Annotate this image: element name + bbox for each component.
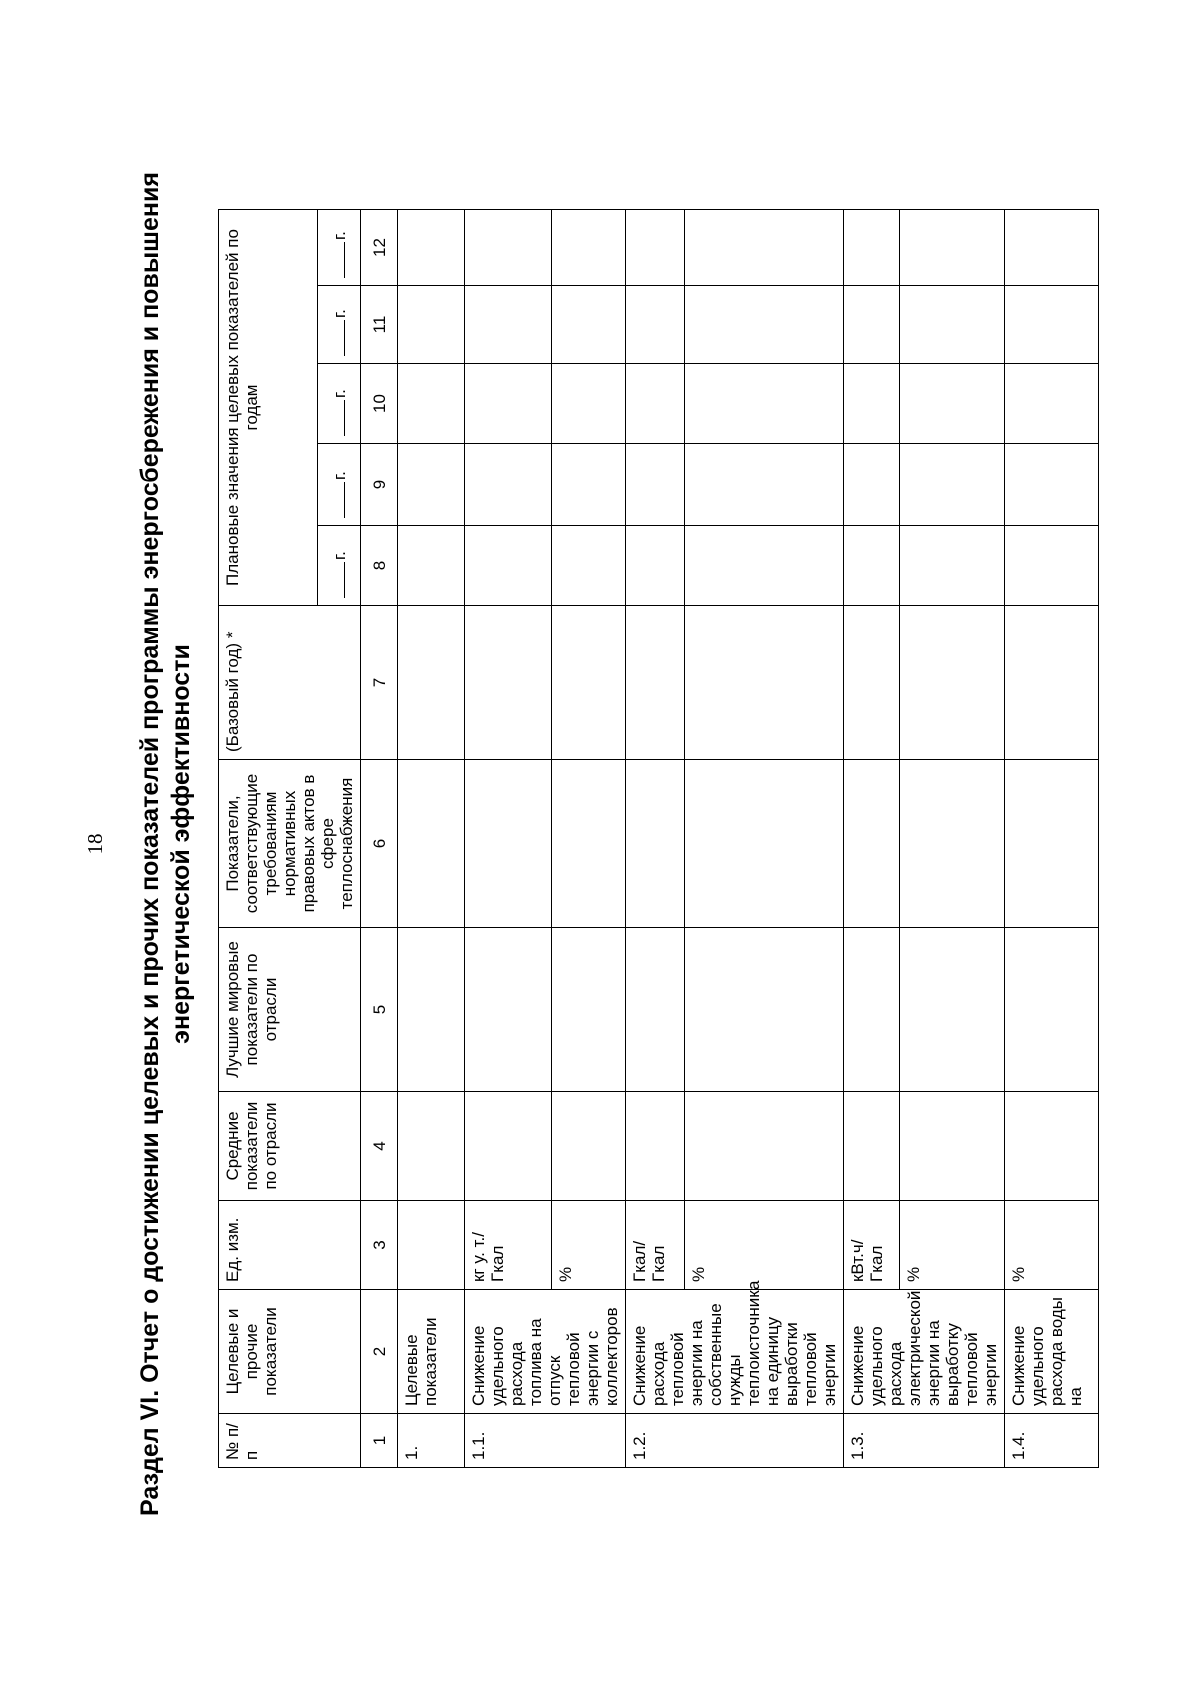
- header-indicators: Целевые и прочие показатели: [219, 1290, 361, 1414]
- row-unit: кВт.ч/Гкал: [844, 1201, 900, 1290]
- table-row: [684, 210, 843, 1468]
- header-planned: Плановые значения целевых показателей по годам: [219, 210, 318, 606]
- row-name: Снижение расхода тепловой энергии на собственные нужды теплоисточника на единицу выработки тепловой энергии: [626, 1290, 844, 1414]
- col-number: 2: [361, 1290, 398, 1414]
- table-row: [465, 210, 552, 1468]
- row-unit: %: [551, 1201, 625, 1290]
- header-normative: Показатели, соответствующие требованиям нормативных правовых актов в сфере теплоснабжения: [219, 760, 361, 928]
- section-title-line-2: энергетической эффективности: [167, 644, 195, 1044]
- year-suffix: г.: [329, 309, 349, 318]
- col-number: 11: [361, 286, 398, 364]
- table-row: [398, 210, 465, 1468]
- row-name: Снижение удельного расхода топлива на отпуск тепловой энергии с коллекторов: [465, 1290, 626, 1414]
- year-blank-line: [332, 400, 345, 436]
- table-row: [1005, 210, 1099, 1468]
- year-suffix: г.: [329, 231, 349, 240]
- col-number: 3: [361, 1201, 398, 1290]
- col-number: 7: [361, 606, 398, 760]
- year-cell: [318, 286, 361, 364]
- row-num: 1.2.: [626, 1414, 844, 1468]
- year-blank-line: [332, 562, 345, 598]
- col-number: 1: [361, 1414, 398, 1468]
- header-avg: Средние показатели по отрасли: [219, 1092, 361, 1201]
- row-unit: %: [1005, 1201, 1099, 1290]
- year-blank-line: [332, 320, 345, 356]
- page-number: 18: [83, 833, 107, 855]
- year-suffix: г.: [329, 471, 349, 480]
- col-number: 9: [361, 444, 398, 526]
- row-num: 1.: [398, 1414, 465, 1468]
- header-base-year: (Базовый год) *: [219, 606, 361, 760]
- year-cell: [318, 444, 361, 526]
- section-title: [135, 0, 197, 1688]
- year-cell: [318, 364, 361, 444]
- row-unit: %: [684, 1201, 843, 1290]
- row-unit: Гкал/Гкал: [626, 1201, 685, 1290]
- year-blank-line: [332, 482, 345, 518]
- header-row: [219, 210, 318, 1468]
- header-best: Лучшие мировые показатели по отрасли: [219, 928, 361, 1092]
- year-suffix: г.: [329, 389, 349, 398]
- year-blank-line: [332, 242, 345, 278]
- year-cell: [318, 210, 361, 286]
- section-title-line-1: Раздел VI. Отчет о достижении целевых и прочих показателей программы энергосбережения и повышения: [136, 172, 164, 1516]
- table-row: [844, 210, 900, 1468]
- col-number: 4: [361, 1092, 398, 1201]
- col-number: 8: [361, 526, 398, 606]
- row-name: Снижение удельного расхода электрической энергии на выработку тепловой энергии: [844, 1290, 1005, 1414]
- col-number: 6: [361, 760, 398, 928]
- row-num: 1.3.: [844, 1414, 1005, 1468]
- year-cell: [318, 526, 361, 606]
- table-row: [899, 210, 1004, 1468]
- col-number: 12: [361, 210, 398, 286]
- row-unit: кг у. т./Гкал: [465, 1201, 552, 1290]
- row-unit: %: [899, 1201, 1004, 1290]
- row-name: Снижение удельного расхода воды на: [1005, 1290, 1099, 1414]
- row-name: Целевые показатели: [398, 1290, 465, 1414]
- col-number: 5: [361, 928, 398, 1092]
- row-num: 1.1.: [465, 1414, 626, 1468]
- table-row: [626, 210, 685, 1468]
- year-suffix: г.: [329, 551, 349, 560]
- col-number: 10: [361, 364, 398, 444]
- column-numbers-row: [361, 210, 398, 1468]
- row-num: 1.4.: [1005, 1414, 1099, 1468]
- table-row: [551, 210, 625, 1468]
- header-unit: Ед. изм.: [219, 1201, 361, 1290]
- indicators-table: [218, 209, 1099, 1468]
- header-num: № п/п: [219, 1414, 361, 1468]
